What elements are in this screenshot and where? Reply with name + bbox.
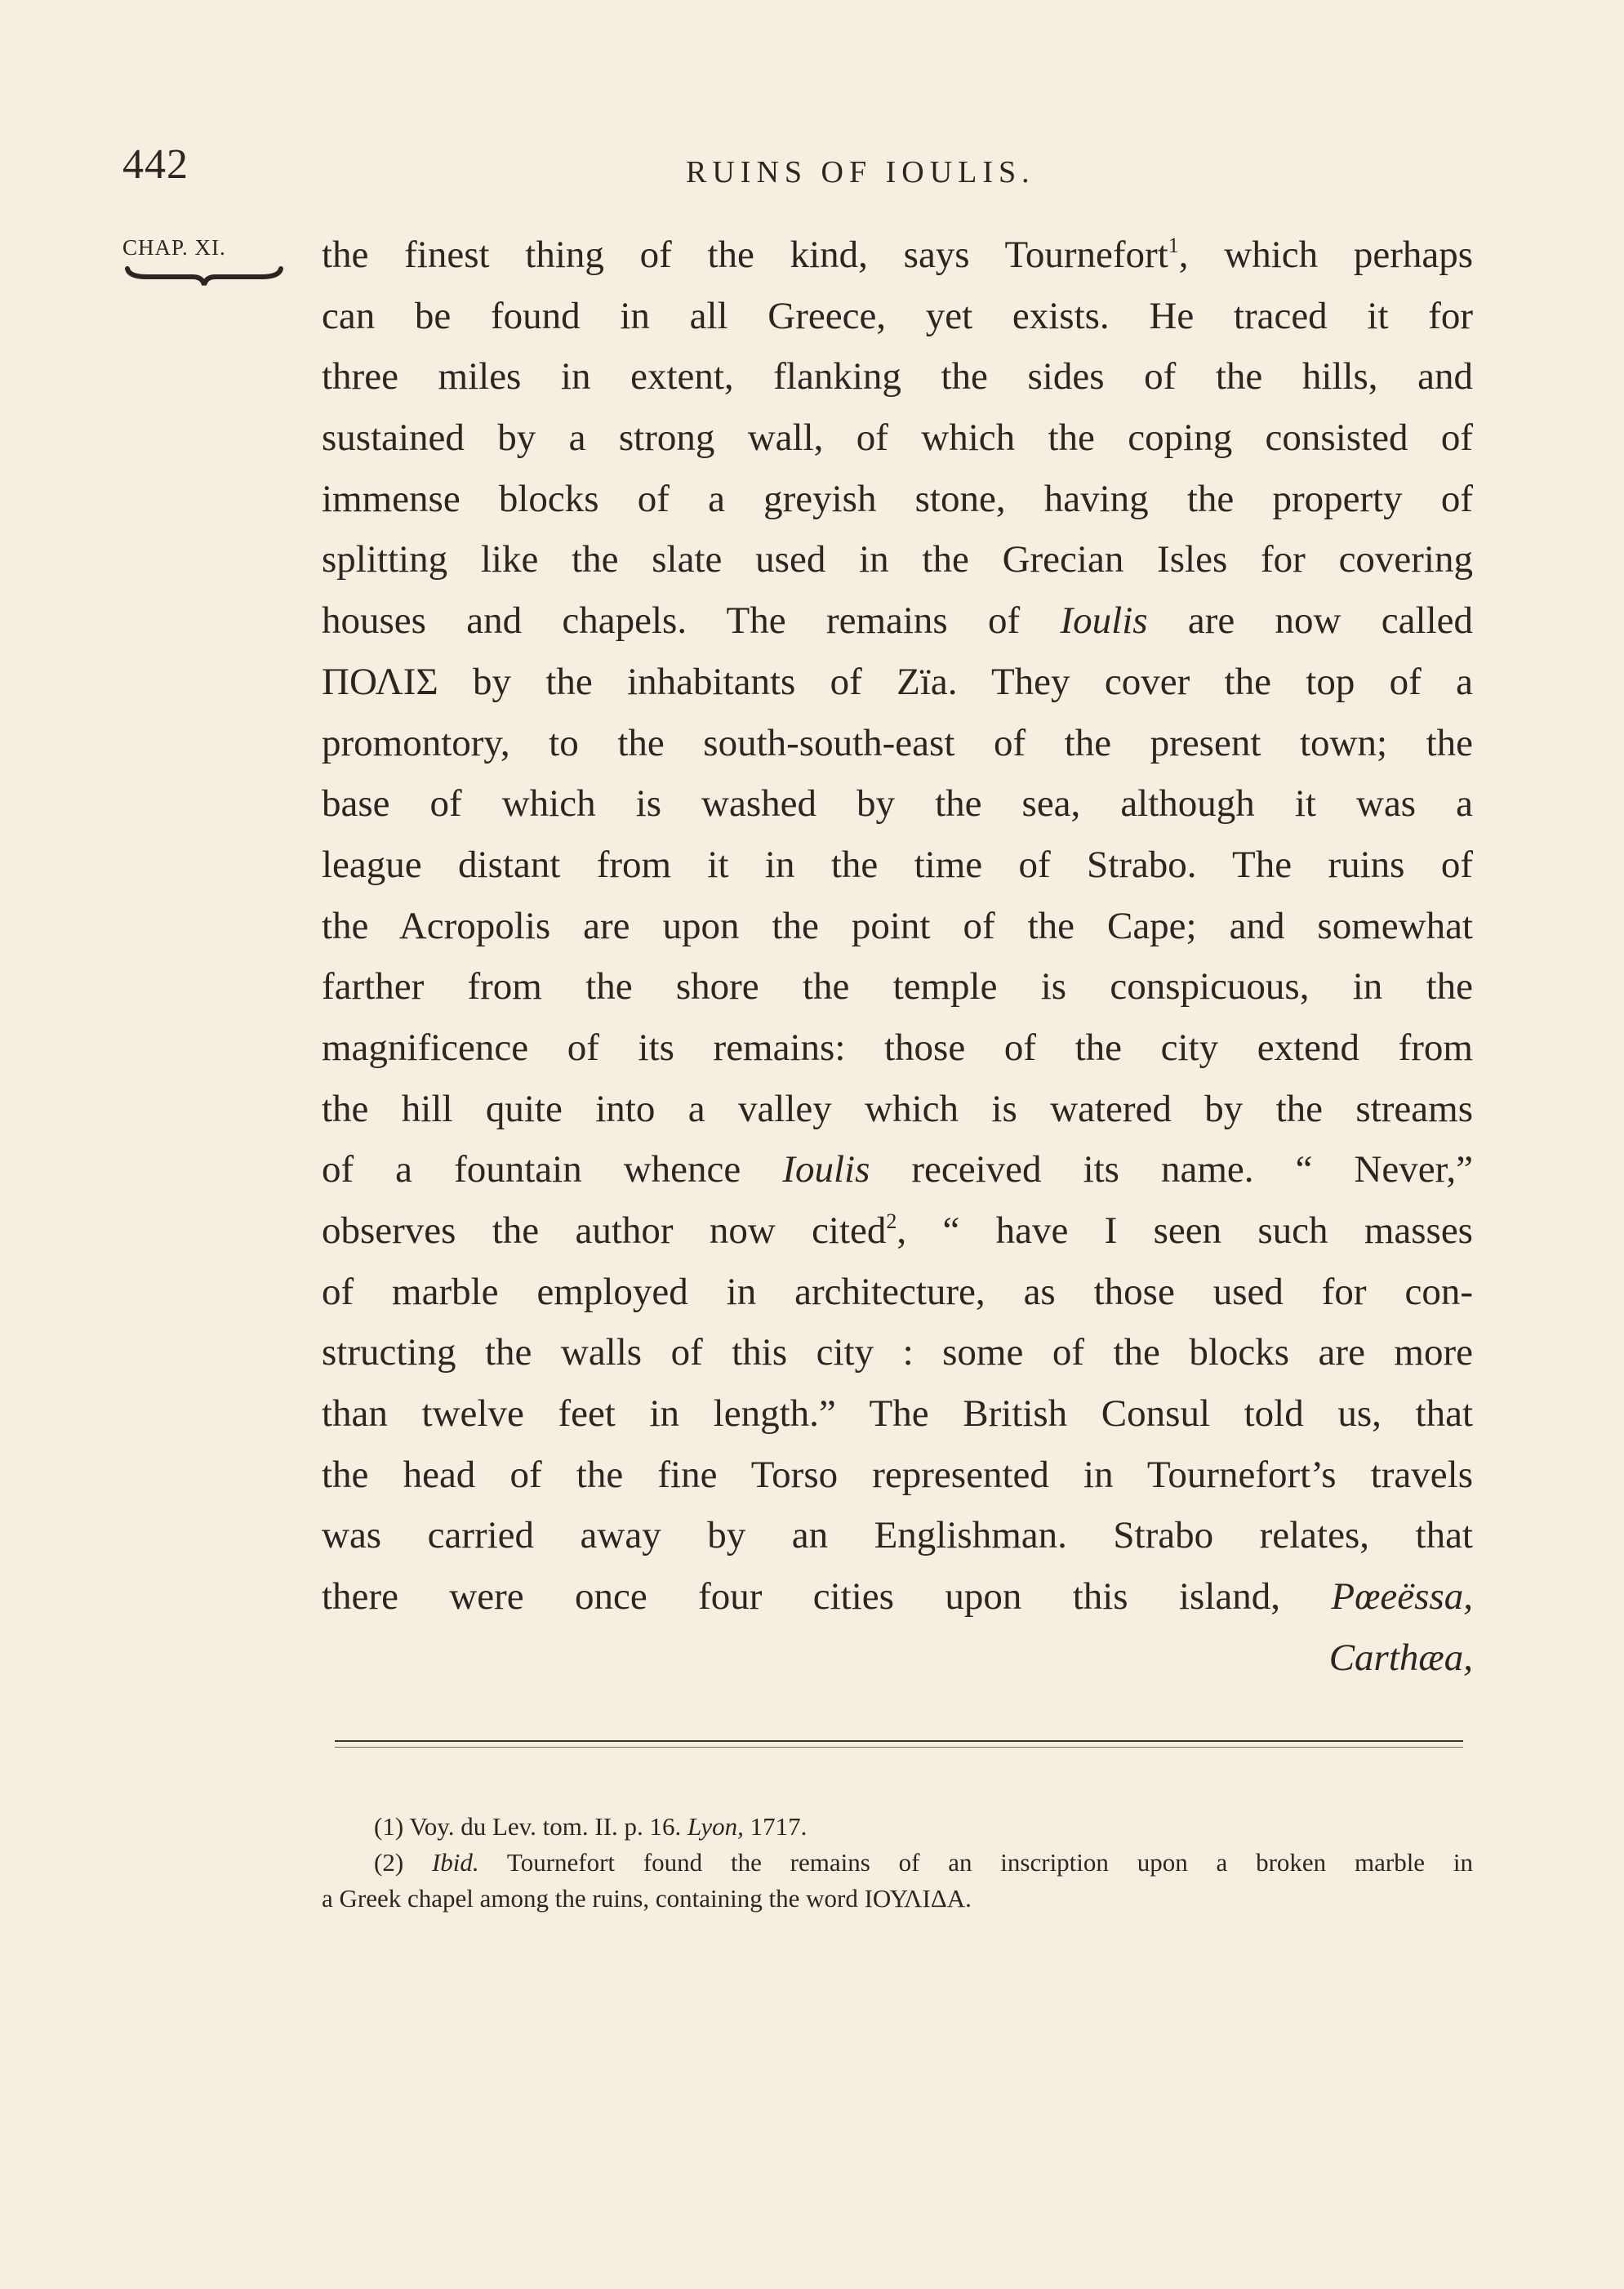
chapter-brace-icon <box>122 264 286 288</box>
body-line <box>322 1206 1473 1267</box>
body-line <box>322 1389 1473 1450</box>
body-text-segment: houses and chapels. The remains of <box>322 599 1061 643</box>
body-text-segment: structing the walls of this city : some of the blocks are more <box>322 1331 1473 1374</box>
body-text-segment: ΠΟΛΙΣ by the inhabitants of Zïa. They cover the top of a <box>322 660 1473 703</box>
footnote-2-text: Tournefort found the remains of an inscription upon a broken marble in <box>506 1848 1473 1877</box>
page-number: 442 <box>122 141 189 188</box>
italic-term: Ioulis <box>782 1148 870 1191</box>
body-line <box>322 596 1473 657</box>
chapter-marker <box>122 237 286 288</box>
body-line <box>322 1450 1473 1512</box>
running-title: RUINS OF IOULIS. <box>686 155 1035 189</box>
body-text-segment: the hill quite into a valley which is watered by the streams <box>322 1087 1473 1130</box>
catchword <box>322 1633 1473 1694</box>
body-text-segment: splitting like the slate used in the Grecian Isles for covering <box>322 538 1473 581</box>
body-line <box>322 352 1473 413</box>
footnote-1-text: Voy. du Lev. tom. II. p. 16. <box>409 1812 682 1841</box>
footnote-1-place: Lyon, <box>687 1812 744 1841</box>
body-text-segment: farther from the shore the temple is conspicuous, in the <box>322 965 1473 1009</box>
footnote-2-marker: (2) <box>374 1848 404 1877</box>
body-line <box>322 779 1473 840</box>
body-text-segment: base of which is washed by the sea, although it was a <box>322 782 1473 826</box>
body-text-segment: , which perhaps <box>1178 234 1473 276</box>
body-line <box>322 1511 1473 1572</box>
body-line <box>322 1084 1473 1146</box>
footnote-1-marker: (1) <box>374 1812 404 1841</box>
body-line <box>322 1023 1473 1084</box>
body-text-segment: are now called <box>1147 599 1473 643</box>
footnote-rule-thin <box>335 1747 1463 1748</box>
body-text-segment: immense blocks of a greyish stone, having the property of <box>322 477 1473 520</box>
body-line <box>322 230 1473 292</box>
body-text-segment: , “ have I seen such masses <box>897 1209 1473 1252</box>
body-text-segment: was carried away by an Englishman. Strabo relates, that <box>322 1514 1473 1557</box>
italic-term: Pœeëssa, <box>1331 1575 1473 1619</box>
body-text-segment: the Acropolis are upon the point of the Cape; and somewhat <box>322 904 1473 947</box>
body-line <box>322 719 1473 780</box>
body-line <box>322 962 1473 1023</box>
body-text-segment: the head of the fine Torso represented in Tournefort’s travels <box>322 1453 1473 1496</box>
body-text-segment: received its name. “ Never,” <box>870 1148 1473 1191</box>
body-text-segment: observes the author now cited <box>322 1209 887 1252</box>
body-line <box>322 535 1473 596</box>
body-text-segment: three miles in extent, flanking the sides of the hills, and <box>322 355 1473 399</box>
body-line <box>322 657 1473 719</box>
footnote-ref: 1 <box>1168 234 1179 257</box>
chapter-label: CHAP. XI. <box>122 235 226 260</box>
body-text-segment: league distant from it in the time of Strabo. The ruins of <box>322 843 1473 886</box>
body-text-segment: promontory, to the south-south-east of the present town; the <box>322 721 1473 764</box>
body-text-segment: than twelve feet in length.” The British Consul told us, that <box>322 1392 1473 1436</box>
body-text <box>322 230 1473 1694</box>
footnote-ref: 2 <box>886 1209 897 1233</box>
body-line <box>322 1145 1473 1206</box>
body-text-segment: of a fountain whence <box>322 1148 783 1191</box>
body-line <box>322 292 1473 353</box>
body-line <box>322 1572 1473 1633</box>
footnote-1-year: 1717. <box>750 1812 808 1841</box>
footnote-1 <box>322 1809 1473 1845</box>
footnote-2-line-2: a Greek chapel among the ruins, containing the word ΙΟΥΛΙΔΑ. <box>322 1884 972 1913</box>
body-line <box>322 840 1473 902</box>
body-text-segment: the finest thing of the kind, says Tournefort <box>322 234 1168 276</box>
footnote-2-ibid: Ibid. <box>431 1848 479 1877</box>
body-line <box>322 413 1473 474</box>
body-text-segment: magnificence of its remains: those of the city extend from <box>322 1026 1473 1069</box>
body-line <box>322 902 1473 963</box>
catchword-text: Carthæa, <box>1328 1636 1473 1679</box>
body-line <box>322 474 1473 536</box>
body-text-segment: sustained by a strong wall, of which the coping consisted of <box>322 416 1473 460</box>
body-text-segment: of marble employed in architecture, as those used for con- <box>322 1270 1473 1313</box>
body-line <box>322 1267 1473 1329</box>
italic-term: Ioulis <box>1060 599 1148 643</box>
footnote-2-line-1 <box>322 1845 1473 1881</box>
body-text-segment: there were once four cities upon this island, <box>322 1575 1332 1619</box>
footnote-rule <box>335 1740 1463 1742</box>
footnotes <box>322 1809 1473 1917</box>
body-text-segment: can be found in all Greece, yet exists. He traced it for <box>322 294 1473 337</box>
body-line <box>322 1328 1473 1389</box>
